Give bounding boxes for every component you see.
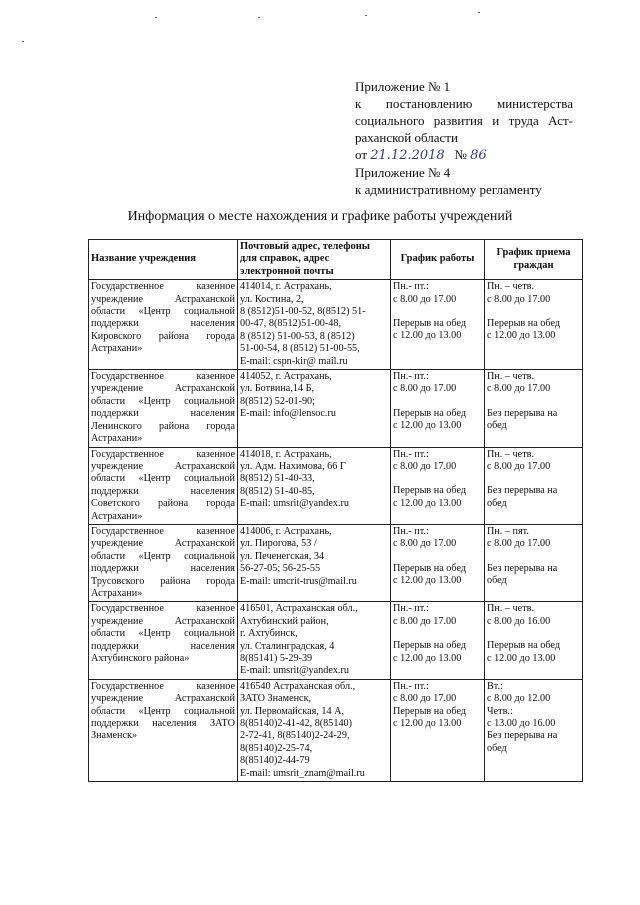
reception-line: Перерыв на обед xyxy=(487,640,561,652)
institution-name: Государственное казенное учреждение Астраханской области «Центр социальной поддержки населения Трусовского района города Астрахани» xyxy=(89,524,238,601)
institution-address xyxy=(238,524,391,601)
appendix-label: Приложение № 1 xyxy=(355,79,451,94)
reception-schedule xyxy=(485,370,583,447)
reception-schedule xyxy=(485,447,583,524)
schedule-line: Пн.- пт.: xyxy=(393,371,429,383)
schedule-line: Пн.- пт.: xyxy=(393,281,429,293)
schedule-line: Перерыв на обед xyxy=(393,485,467,497)
institution-name: Государственное казенное учреждение Астраханской области «Центр социальной поддержки населения ЗАТО Знаменск» xyxy=(89,679,238,781)
reception-line: Перерыв на обед xyxy=(487,318,561,330)
address-line: ул. Адм. Нахимова, 66 Г xyxy=(240,460,346,472)
table-header-row xyxy=(89,240,583,280)
scan-speck xyxy=(258,17,260,18)
schedule-line: с 8.00 до 17.00 xyxy=(393,383,457,395)
address-line: ул. Ботвина,14 Б, xyxy=(240,383,314,395)
reception-line: обед xyxy=(487,497,507,509)
address-line: 8(85141) 5-29-39 xyxy=(240,653,313,664)
table-row xyxy=(89,447,583,524)
address-line: 414052, г. Астрахань, xyxy=(240,371,332,383)
address-line: Ахтубинский район, xyxy=(240,615,329,627)
schedule-line: Перерыв на обед xyxy=(393,705,467,717)
address-line: 8 (8512)51-00-52, 8(8512) 51- xyxy=(240,306,366,318)
schedule-line: Перерыв на обед xyxy=(393,562,467,574)
schedule-line: Пн.- пт.: xyxy=(393,603,429,615)
work-schedule xyxy=(391,447,485,524)
reception-line: с 8.00 до 17.00 xyxy=(487,460,551,472)
reception-line: с 12.00 до 13.00 xyxy=(487,652,556,664)
table-body xyxy=(89,280,583,782)
address-line: 51-00-54, 8 (8512) 51-00-55, xyxy=(240,343,360,355)
reception-line: Четв.: xyxy=(487,705,513,717)
table-row xyxy=(89,679,583,781)
scan-speck xyxy=(478,12,480,13)
institution-address xyxy=(238,679,391,781)
reception-schedule xyxy=(485,280,583,370)
reception-line: с 8.00 до 16.00 xyxy=(487,615,551,627)
schedule-line: с 8.00 до 17.00 xyxy=(393,460,457,472)
schedule-line: Пн.- пт.: xyxy=(393,448,429,460)
scan-speck xyxy=(365,15,367,16)
resolution-reference: к постановлению министерства xyxy=(355,96,573,111)
address-line: E-mail: umsrit@yandex.ru xyxy=(240,665,349,677)
reception-line: с 13.00 до 16.00 xyxy=(487,718,556,730)
institution-address xyxy=(238,370,391,447)
reception-line: Пн. – четв. xyxy=(487,448,534,460)
address-line: 00-47, 8(8512)51-00-48, xyxy=(240,318,342,330)
schedule-line xyxy=(393,396,482,408)
column-header-schedule: График работы xyxy=(391,240,485,280)
institution-name: Государственное казенное учреждение Астраханской области «Центр социальной поддержки населения Ленинского района города Астрахани» xyxy=(89,370,238,447)
document-header xyxy=(355,78,573,198)
reception-line: с 12.00 до 13.00 xyxy=(487,330,556,342)
reception-line xyxy=(487,306,580,318)
date-line xyxy=(355,146,573,164)
schedule-line xyxy=(393,473,482,485)
schedule-line: с 8.00 до 17.00 xyxy=(393,538,457,550)
schedule-line xyxy=(393,551,482,563)
reception-line: с 8.00 до 17.00 xyxy=(487,538,551,550)
schedule-line: с 12.00 до 13.00 xyxy=(393,497,462,509)
reception-line: с 8.00 до 17.00 xyxy=(487,383,551,395)
document-title: Информация о месте нахождения и графике работы учреждений xyxy=(127,209,513,224)
reception-line: Пн. – четв. xyxy=(487,371,534,383)
reception-line: с 8.00 до 17.00 xyxy=(487,293,551,305)
work-schedule xyxy=(391,679,485,781)
schedule-line: Перерыв на обед xyxy=(393,318,467,330)
institution-address xyxy=(238,280,391,370)
institution-address xyxy=(238,602,391,679)
schedule-line: Перерыв на обед xyxy=(393,407,467,419)
work-schedule xyxy=(391,370,485,447)
table-row xyxy=(89,370,583,447)
institutions-table xyxy=(88,239,583,782)
reception-line: Без перерыва на xyxy=(487,407,558,419)
reception-line: обед xyxy=(487,742,507,754)
address-line: E-mail: cspn-kir@ mail.ru xyxy=(240,355,348,367)
table-row xyxy=(89,524,583,601)
institution-name: Государственное казенное учреждение Астраханской области «Центр социальной поддержки населения Советского района города Астрахани» xyxy=(89,447,238,524)
reception-line: Без перерыва на xyxy=(487,730,558,742)
schedule-line: с 12.00 до 13.00 xyxy=(393,652,462,664)
reception-line xyxy=(487,551,580,563)
work-schedule xyxy=(391,602,485,679)
address-line: E-mail: umsrit@yandex.ru xyxy=(240,498,349,510)
column-header-address: Почтовый адрес, телефоны для справок, адрес электронной почты xyxy=(238,240,391,280)
address-line: 8(85140)2-44-79 xyxy=(240,755,310,767)
reception-schedule xyxy=(485,679,583,781)
schedule-line: Пн.- пт.: xyxy=(393,680,429,692)
table-row xyxy=(89,280,583,370)
address-line: 8(8512) 51-40-85, xyxy=(240,485,315,497)
address-line: 414014, г. Астрахань, xyxy=(240,281,332,293)
institution-name: Государственное казенное учреждение Астраханской области «Центр социальной поддержки населения Ахтубинского района» xyxy=(89,602,238,679)
schedule-line: с 12.00 до 13.00 xyxy=(393,420,462,432)
address-line: г. Ахтубинск, xyxy=(240,628,298,640)
address-line: 416501, Астраханская обл., xyxy=(240,603,358,615)
address-line: ул. Пирогова, 53 / xyxy=(240,538,317,550)
reception-line: обед xyxy=(487,420,507,432)
address-line: 416540 Астраханская обл., xyxy=(240,680,356,692)
address-line: 8(85140)2-41-42, 8(85140) xyxy=(240,718,353,730)
address-line: ул. Печенегская, 34 xyxy=(240,550,325,562)
reception-line: с 8.00 до 12.00 xyxy=(487,693,551,705)
reception-line: Пн. – четв. xyxy=(487,281,534,293)
address-line: 414006, г. Астрахань, xyxy=(240,525,332,537)
reception-schedule xyxy=(485,602,583,679)
schedule-line: с 12.00 до 13.00 xyxy=(393,330,462,342)
address-line: E-mail: umcrit-trus@mail.ru xyxy=(240,575,357,587)
column-header-reception: График приема граждан xyxy=(485,240,583,280)
scan-speck xyxy=(155,17,157,18)
schedule-line: с 8.00 до 17.00 xyxy=(393,293,457,305)
reception-line: Без перерыва на xyxy=(487,485,558,497)
appendix-4-label: Приложение № 4 xyxy=(355,165,451,180)
schedule-line: с 12.00 до 13.00 xyxy=(393,575,462,587)
reception-line: Пн. – четв. xyxy=(487,603,534,615)
reception-line: Пн. – пят. xyxy=(487,525,529,537)
reception-line: обед xyxy=(487,575,507,587)
address-line: ЗАТО Знаменск, xyxy=(240,693,312,705)
address-line: 8(85140)2-25-74, xyxy=(240,742,313,754)
date-prefix: от xyxy=(355,147,368,162)
reception-line xyxy=(487,628,580,640)
schedule-line: с 8.00 до 17.00 xyxy=(393,615,457,627)
address-line: 8(8512) 51-40-33, xyxy=(240,473,315,485)
schedule-line xyxy=(393,306,482,318)
reception-line: Без перерыва на xyxy=(487,562,558,574)
ministry-name: социального развития и труда Аст- xyxy=(355,113,573,128)
address-line: 56-27-05; 56-25-55 xyxy=(240,563,321,575)
regulation-reference: к административному регламенту xyxy=(355,182,542,197)
handwritten-date: 21.12.2018 xyxy=(370,148,445,163)
schedule-line xyxy=(393,628,482,640)
reception-line xyxy=(487,396,580,408)
address-line: ул. Первомайская, 14 А, xyxy=(240,705,345,717)
region-name: раханской области xyxy=(355,130,458,145)
reception-line: Вт.: xyxy=(487,680,503,692)
address-line: 8 (8512) 51-00-53, 8 (8512) xyxy=(240,330,355,342)
schedule-line: с 12.00 до 13.00 xyxy=(393,718,462,730)
address-line: E-mail: umsrit_znam@mail.ru xyxy=(240,767,365,779)
scan-speck xyxy=(22,41,24,42)
schedule-line: Пн.- пт.: xyxy=(393,525,429,537)
address-line: E-mail: info@lensoc.ru xyxy=(240,408,336,420)
address-line: ул. Сталинградская, 4 xyxy=(240,640,335,652)
institution-name: Государственное казенное учреждение Астраханской области «Центр социальной поддержки населения Кировского района города Астрахани» xyxy=(89,280,238,370)
number-prefix: № xyxy=(454,147,467,162)
address-line: 2-72-41, 8(85140)2-24-29, xyxy=(240,730,350,742)
institution-address xyxy=(238,447,391,524)
column-header-name: Название учреждения xyxy=(89,240,238,280)
work-schedule xyxy=(391,524,485,601)
work-schedule xyxy=(391,280,485,370)
handwritten-number: 86 xyxy=(470,148,487,163)
address-line: 414018, г. Астрахань, xyxy=(240,448,332,460)
reception-line xyxy=(487,473,580,485)
schedule-line: Перерыв на обед xyxy=(393,640,467,652)
address-line: ул. Костина, 2, xyxy=(240,293,304,305)
address-line: 8(8512) 52-01-90; xyxy=(240,395,315,407)
schedule-line: с 8.00 до 17.00 xyxy=(393,693,457,705)
reception-schedule xyxy=(485,524,583,601)
table-row xyxy=(89,602,583,679)
